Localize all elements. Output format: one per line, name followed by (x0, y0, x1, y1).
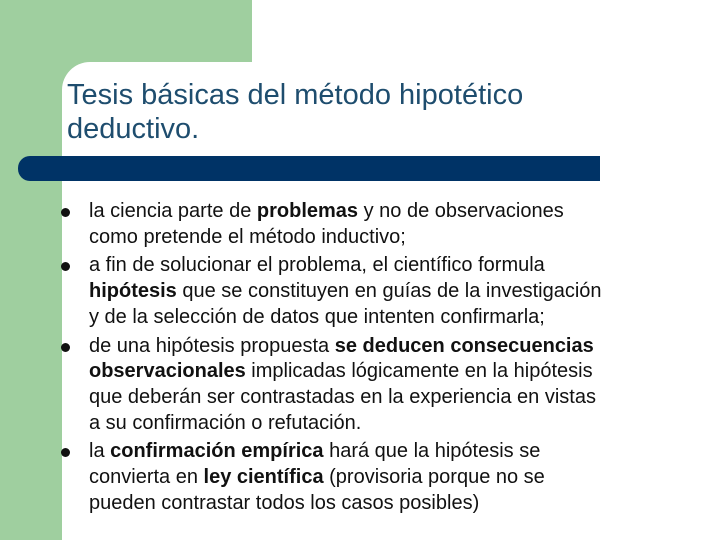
decorative-green-strip (0, 160, 62, 540)
bullet-item-hipotesis (89, 253, 709, 330)
emphasis-text: observacionales (89, 360, 246, 383)
title-divider-bar (18, 156, 600, 181)
emphasis-text: problemas (256, 200, 359, 222)
bullet-line: a su confirmación o refutación. (89, 411, 362, 434)
bullet-item-consecuencias (89, 334, 709, 437)
bullet-line: que deberán ser contrastadas en la experiencia en vistas (89, 385, 596, 408)
bullet-line: convierta en ley científica (provisoria porque no se (89, 466, 545, 489)
slide-title-line-1: Tesis básicas del método hipotético (67, 79, 524, 111)
bullet-dot-icon (61, 208, 70, 217)
bullet-dot-icon (61, 343, 70, 352)
emphasis-text: ley científica (203, 466, 324, 489)
emphasis-text: confirmación empírica (110, 440, 324, 463)
bullet-list (89, 199, 709, 519)
bullet-item-confirmacion (89, 439, 709, 516)
bullet-line: la ciencia parte de problemas y no de observaciones (89, 200, 564, 222)
bullet-line: hipótesis que se constituyen en guías de la investigación (89, 280, 602, 303)
bullet-line: como pretende el método inductivo; (89, 225, 406, 248)
bullet-line: a fin de solucionar el problema, el científico formula (89, 254, 545, 277)
emphasis-text: se deducen consecuencias (334, 334, 594, 357)
bullet-line: de una hipótesis propuesta se deducen consecuencias (89, 334, 594, 357)
bullet-line: observacionales implicadas lógicamente en la hipótesis (89, 360, 593, 383)
bullet-line: pueden contrastar todos los casos posibles) (89, 491, 480, 514)
emphasis-text: hipótesis (89, 280, 177, 303)
slide-title-line-2: deductivo. (67, 113, 200, 145)
bullet-item-problemas (89, 199, 709, 250)
bullet-line: y de la selección de datos que intenten confirmarla; (89, 305, 545, 328)
bullet-line: la confirmación empírica hará que la hipótesis se (89, 440, 541, 463)
slide-title (67, 78, 687, 146)
